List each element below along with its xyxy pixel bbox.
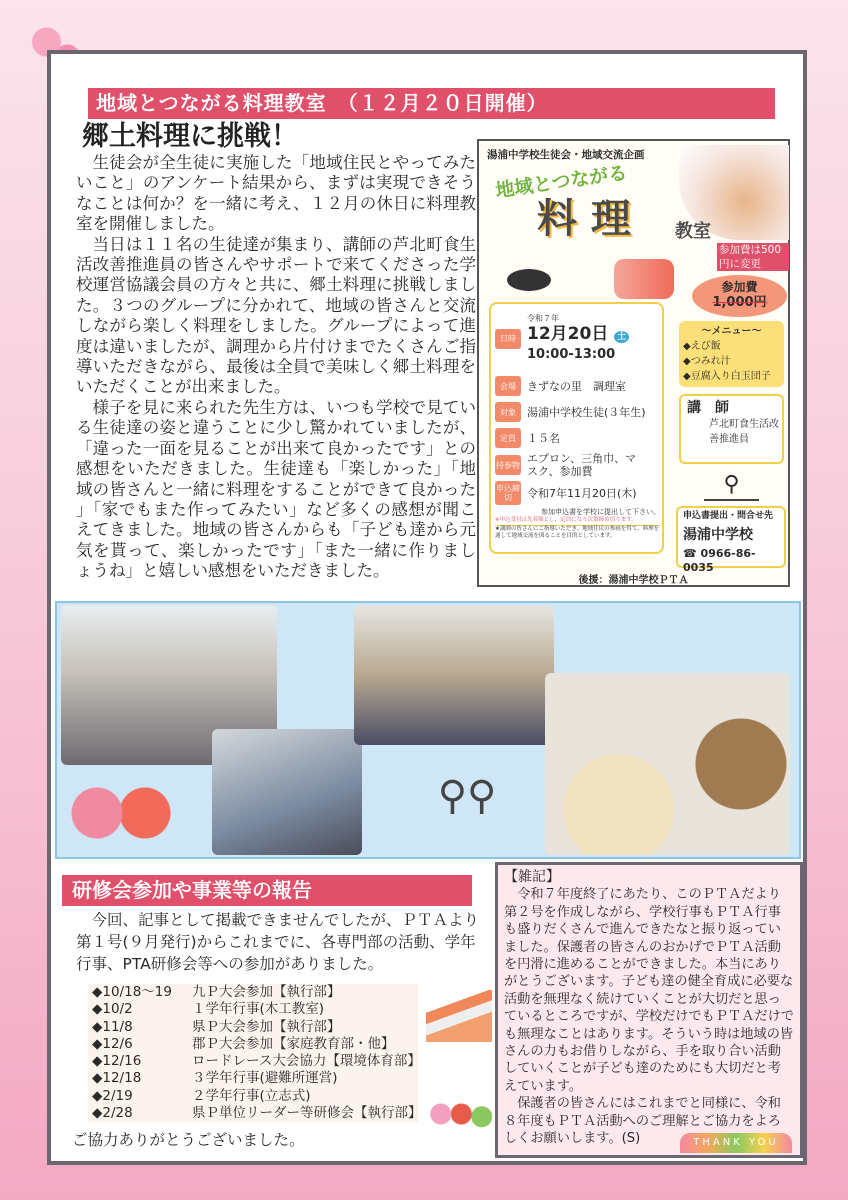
weekday-badge: 土 [614, 331, 629, 343]
item-event: 県Ｐ単位リーダー等研修会【執行部】 [192, 1105, 422, 1122]
article-body [76, 153, 476, 582]
item-date: ◆10/18～19 [92, 984, 172, 1000]
paragraph: 保護者の皆さんにはこれまでと同様に、令和８年度もＰＴＡ活動へのご理解とご協力をよろしくお願いします。(S) [504, 1096, 781, 1147]
contact-phone: 0966-86-0035 [683, 547, 756, 574]
event-flyer [477, 139, 790, 587]
item-event: ２学年行事(立志式) [192, 1087, 311, 1104]
info-value: 令和7年11月20日(木) [527, 486, 637, 500]
paragraph: 令和７年度終了にあたり、このＰＴＡだより第２号を作成しながら、学校行事もＰＴＡ行事も盛りだくさんで進んできたなと振り返っていました。保護者の皆さんのおかげでＰＴＡ活動を円滑に進めることができました。本当にありがとうございます。子ども達の健全育成に必要な活動を無理なく続けていくことが大切だと思っているところですが、学校だけでもＰＴＡだけでも無理なことはあります。そういう時は地域の皆さんの力もお借りしながら、手を取り合い活動していくことが子ども達のためにも大切だと考えています。 [504, 887, 794, 1094]
photo-collage [55, 601, 801, 859]
fee-old: 1,000円 [712, 295, 767, 310]
purpose-note: ★講師の皆さんにご指導いただき、地域住民の参画を得て、料理を通して地域交流を図ることを目的としています。 [495, 526, 660, 539]
utensils-icon: ⚲⚲ [437, 773, 497, 819]
tag: 定員 [495, 428, 521, 448]
contact-title: 申込書提出・問合せ先 [683, 511, 774, 521]
flyer-small-notes [495, 508, 660, 540]
menu-title: ～メニュー～ [701, 326, 762, 337]
fee-badge [692, 275, 787, 317]
item-date: ◆12/16 [92, 1053, 142, 1070]
cooking-people-illustration [614, 259, 674, 299]
item-date: ◆2/28 [92, 1105, 133, 1122]
menu-item: ◆豆腐入り白玉団子 [683, 371, 771, 382]
item-date: ◆12/6 [92, 1035, 133, 1052]
tag: 対象 [495, 402, 521, 422]
info-value: きずなの里 調理室 [527, 379, 626, 393]
tag-date: 日時 [495, 329, 521, 349]
list-item [88, 984, 418, 1001]
list-item [88, 1105, 422, 1122]
article-headline: 郷土料理に挑戦！ [82, 121, 298, 152]
tag: 会場 [495, 376, 521, 396]
item-event: 郡Ｐ大会参加【家庭教育部・他】 [192, 1035, 395, 1052]
report-thanks: ご協力ありがとうございました。 [72, 1131, 305, 1149]
list-item [88, 1019, 418, 1036]
list-item [88, 1001, 418, 1018]
submit-note: 参加申込書を学校に提出して下さい。 [541, 508, 660, 516]
fee-change-note: 参加費は500円に変更 [717, 243, 789, 271]
paragraph: 様子を見に来られた先生方は、いつも学校で見ている生徒達の姿と違うことに少し驚かれていましたが、「違った一面を見ることが出来て良かったです」との感想をいただきました。生徒達も「楽しかった」「地域の皆さんと一緒に料理をすることができて良かった」「家でもまた作ってみたい」など多くの感想が聞こえてきました。地域の皆さんからも「子ども達から元気を貰って、楽しかったです」「また一緒に作りましょうね」と嬉しい感想をいただきました。 [76, 397, 476, 581]
phone-icon: ☎ [683, 547, 697, 560]
contact-school: 湯浦中学校 [683, 527, 753, 543]
photo-dishes [545, 673, 790, 855]
item-event: １学年行事(木工教室) [192, 1001, 325, 1018]
item-event: ロードレース大会協力【環境体育部】 [192, 1053, 421, 1070]
photo-students-apron [354, 605, 554, 745]
section-title: 地域とつながる料理教室 （１２月２０日開催） [88, 88, 775, 119]
notes-title: 【雑記】 [504, 869, 560, 885]
tag: 申込締切 [495, 481, 521, 505]
info-value: １５名 [527, 431, 560, 445]
menu-box [679, 321, 784, 387]
report-title: 研修会参加や事業等の報告 [62, 875, 472, 906]
flyer-title-big: 料 理 [537, 196, 631, 242]
item-event: 県Ｐ大会参加【執行部】 [192, 1018, 341, 1035]
list-item [88, 1036, 418, 1053]
frying-pan-icon [507, 269, 551, 291]
event-info-box [489, 302, 664, 554]
list-item [88, 1053, 421, 1070]
paragraph: 今回、記事として掲載できませんでしたが、ＰＴＡより第１号(９月発行)からこれまでに、各専門部の活動、学年行事、PTA研修会等への参加がありました。 [76, 911, 480, 973]
info-value: 湯浦中学校生徒(３年生) [527, 405, 646, 419]
fee-label: 参加費 [721, 280, 758, 294]
list-item [88, 1088, 418, 1105]
menu-item: ◆えび飯 [683, 341, 721, 352]
lecturer-name: 芦北町食生活改善推進員 [709, 419, 779, 445]
event-date: 12月20日 [527, 324, 609, 344]
report-list [88, 984, 422, 1122]
notes-box [495, 862, 803, 1158]
warning-note: ※申込受付は先着順とし、定員になり次第締め切ります。 [495, 517, 637, 523]
flyer-title-green: 地域とつながる [494, 161, 629, 203]
flyer-title-small: 教室 [675, 221, 711, 242]
kids-illustration [428, 1092, 492, 1147]
item-event: ３学年行事(避難所運営) [192, 1070, 338, 1087]
flyer-organizer: 湯浦中学校生徒会・地域交流企画 [487, 149, 645, 161]
era: 令和７年 [527, 314, 559, 323]
kitchen-utensils-icon: ⚲ [704, 471, 759, 501]
menu-item: ◆つみれ汁 [683, 356, 731, 367]
item-date: ◆10/2 [92, 1001, 133, 1018]
paragraph: 生徒会が全生徒に実施した「地域住民とやってみたいこと」のアンケート結果から、まずは実現できそうなことは何か？を一緒に考え、１２月の休日に料理教室を開催しました。 [76, 153, 476, 234]
event-time: 10:00-13:00 [527, 347, 616, 362]
tag: 持参物 [495, 455, 521, 475]
item-date: ◆11/8 [92, 1018, 133, 1035]
item-event: 九Ｐ大会参加【執行部】 [192, 984, 341, 1000]
paragraph: 当日は１１名の生徒達が集まり、講師の芦北町食生活改善推進員の皆さんやサポートで来てくださった学校運営協議会員の方々と共に、郷土料理に挑戦しました。３つのグループに分かれて、地域の皆さんと交流しながら楽しく料理をしました。グループによって進度は違いましたが、調理から片付けまでたくさんご指導いただきながら、最後は全員で美味しく郷土料理をいただくことが出来ました。 [76, 234, 477, 397]
photo-students-cooking [212, 729, 362, 855]
sponsor: 後援：湯浦中学校ＰＴＡ [578, 575, 689, 586]
report-intro [76, 909, 480, 975]
item-date: ◆12/18 [92, 1070, 142, 1087]
saw-illustration [426, 990, 492, 1042]
thank-you-illustration: THANK YOU [680, 1133, 792, 1153]
cooking-grandmas-illustration [61, 771, 181, 855]
contact-box [676, 506, 786, 574]
info-value: エプロン、三角巾、マスク、参加費 [527, 452, 637, 478]
lecturer-box [679, 394, 784, 464]
item-date: ◆2/19 [92, 1087, 133, 1104]
list-item [88, 1070, 418, 1087]
lecturer-title: 講 師 [687, 400, 729, 416]
